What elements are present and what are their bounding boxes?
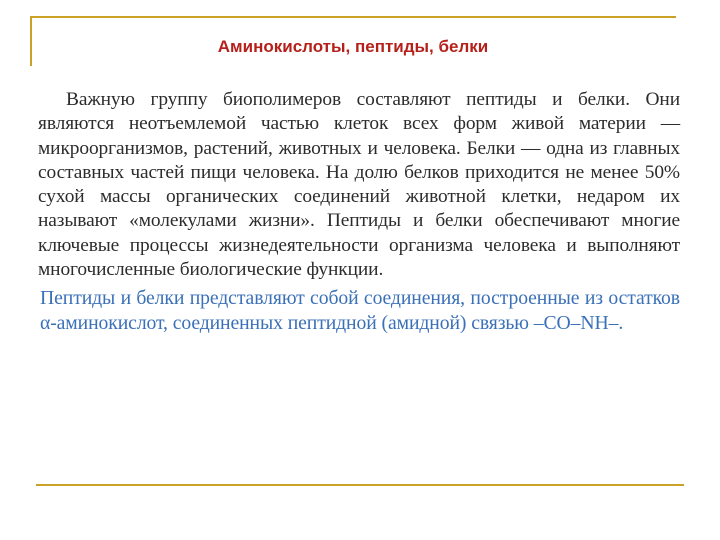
slide-title: Аминокислоты, пептиды, белки	[217, 37, 489, 56]
definition-paragraph: Пептиды и белки представляют собой соединения, построенные из остатков α-аминокислот, соединенных пептидной (амидной) связью –CO–NH–.	[40, 287, 680, 334]
frame-top-line	[30, 16, 676, 18]
intro-paragraph: Важную группу биополимеров составляют пептиды и белки. Они являются неотъемлемой частью клеток всех форм живой материи — микроорганизмов, растений, животных и человека. Белки — одна из главных составных частей пищи человека. На долю белков приходится не менее 50% сухой массы органических соединений животной клетки, недаром их называют «молекулами жизни». Пептиды и белки обеспечивают многие ключевые процессы жизнедеятельности организма человека и выполняют многочисленные биологические функции.	[38, 89, 680, 281]
frame-bottom-line	[36, 484, 684, 486]
